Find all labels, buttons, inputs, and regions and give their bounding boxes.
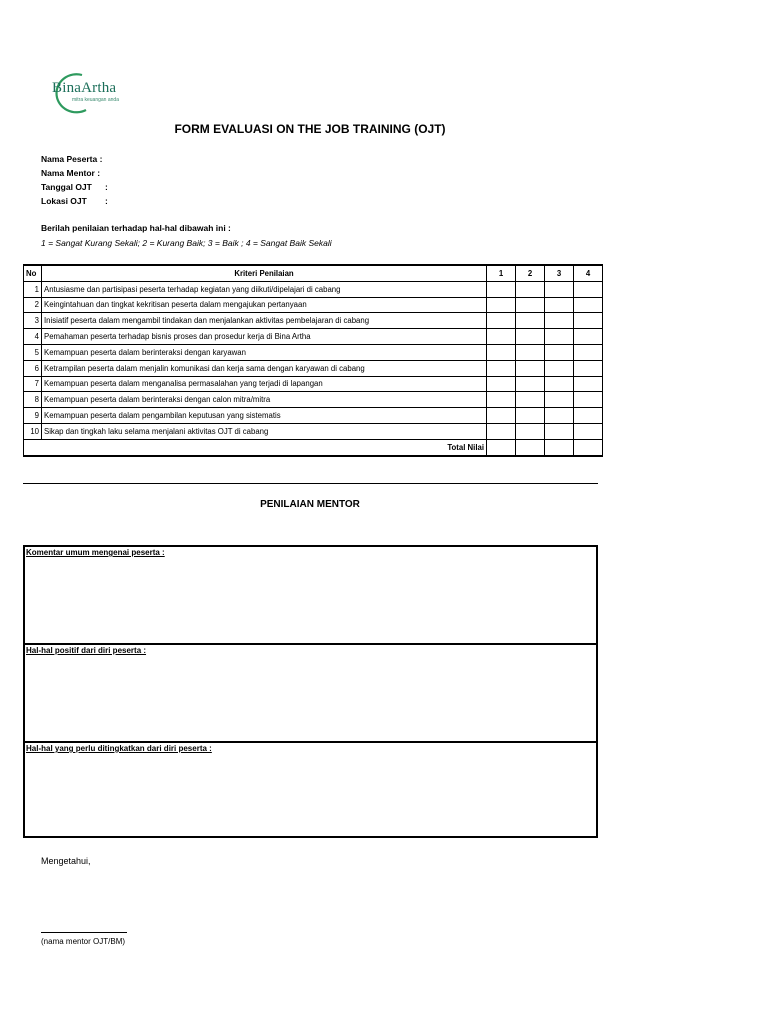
total-score-cell[interactable]	[516, 439, 545, 455]
score-cell[interactable]	[574, 297, 603, 313]
score-cell[interactable]	[545, 360, 574, 376]
score-cell[interactable]	[516, 408, 545, 424]
score-cell[interactable]	[574, 376, 603, 392]
score-cell[interactable]	[545, 313, 574, 329]
improvement-points-area[interactable]	[25, 743, 596, 836]
row-number: 2	[24, 297, 42, 313]
score-cell[interactable]	[574, 329, 603, 345]
total-score-cell[interactable]	[574, 439, 603, 455]
score-cell[interactable]	[574, 344, 603, 360]
field-label: Tanggal OJT	[41, 182, 92, 192]
total-score-cell[interactable]	[545, 439, 574, 455]
score-cell[interactable]	[545, 281, 574, 297]
row-number: 6	[24, 360, 42, 376]
score-cell[interactable]	[487, 423, 516, 439]
table-row	[24, 392, 603, 408]
score-cell[interactable]	[545, 297, 574, 313]
row-criteria: Pemahaman peserta terhadap bisnis proses dan prosedur kerja di Bina Artha	[42, 329, 487, 345]
row-number: 4	[24, 329, 42, 345]
row-number: 7	[24, 376, 42, 392]
score-cell[interactable]	[516, 281, 545, 297]
score-cell[interactable]	[487, 360, 516, 376]
positive-points-area[interactable]	[25, 645, 596, 743]
row-number: 9	[24, 408, 42, 424]
row-criteria: Kemampuan peserta dalam menganalisa permasalahan yang terjadi di lapangan	[42, 376, 487, 392]
score-cell[interactable]	[545, 392, 574, 408]
mentor-comment-box	[23, 545, 598, 838]
table-row	[24, 329, 603, 345]
field-label: Nama Peserta :	[41, 154, 103, 164]
score-cell[interactable]	[545, 423, 574, 439]
row-criteria: Inisiatif peserta dalam mengambil tindakan dan menjalankan aktivitas pembelajaran di cabang	[42, 313, 487, 329]
table-row	[24, 423, 603, 439]
header-score-2: 2	[516, 265, 545, 281]
table-header-row	[24, 265, 603, 281]
row-number: 10	[24, 423, 42, 439]
score-cell[interactable]	[574, 360, 603, 376]
score-cell[interactable]	[487, 376, 516, 392]
field-colon: :	[105, 182, 108, 192]
acknowledged-text: Mengetahui,	[41, 856, 91, 866]
score-cell[interactable]	[545, 344, 574, 360]
row-criteria: Ketrampilan peserta dalam menjalin komunikasi dan kerja sama dengan karyawan di cabang	[42, 360, 487, 376]
field-ojt-location[interactable]	[41, 196, 108, 206]
score-cell[interactable]	[487, 313, 516, 329]
row-criteria: Antusiasme dan partisipasi peserta terhadap kegiatan yang diikuti/dipelajari di cabang	[42, 281, 487, 297]
company-logo	[42, 70, 142, 115]
score-cell[interactable]	[487, 297, 516, 313]
total-label: Total Nilai	[24, 439, 487, 455]
total-row	[24, 439, 603, 455]
header-score-3: 3	[545, 265, 574, 281]
row-number: 5	[24, 344, 42, 360]
score-cell[interactable]	[574, 392, 603, 408]
score-cell[interactable]	[516, 423, 545, 439]
mentor-section-title: PENILAIAN MENTOR	[260, 499, 360, 510]
scale-legend: 1 = Sangat Kurang Sekali; 2 = Kurang Baik; 3 = Baik ; 4 = Sangat Baik Sekali	[41, 238, 332, 248]
row-number: 8	[24, 392, 42, 408]
score-cell[interactable]	[516, 344, 545, 360]
table-row	[24, 297, 603, 313]
score-cell[interactable]	[487, 344, 516, 360]
signature-label: (nama mentor OJT/BM)	[41, 937, 126, 946]
row-criteria: Sikap dan tingkah laku selama menjalani aktivitas OJT di cabang	[42, 423, 487, 439]
table-row	[24, 281, 603, 297]
header-no: No	[24, 265, 42, 281]
table-row	[24, 408, 603, 424]
logo-tagline: mitra keuangan anda	[72, 97, 119, 103]
general-comment-area[interactable]	[25, 547, 596, 645]
row-criteria: Kemampuan peserta dalam berinteraksi dengan karyawan	[42, 344, 487, 360]
field-participant-name[interactable]	[41, 154, 102, 164]
row-criteria: Keingintahuan dan tingkat kekritisan peserta dalam mengajukan pertanyaan	[42, 297, 487, 313]
score-cell[interactable]	[487, 408, 516, 424]
total-score-cell[interactable]	[487, 439, 516, 455]
row-number: 1	[24, 281, 42, 297]
score-cell[interactable]	[487, 329, 516, 345]
section-divider	[23, 483, 598, 484]
score-cell[interactable]	[516, 313, 545, 329]
score-cell[interactable]	[487, 281, 516, 297]
score-cell[interactable]	[545, 329, 574, 345]
score-cell[interactable]	[545, 376, 574, 392]
header-score-1: 1	[487, 265, 516, 281]
score-cell[interactable]	[574, 313, 603, 329]
table-row	[24, 376, 603, 392]
score-cell[interactable]	[574, 408, 603, 424]
table-row	[24, 360, 603, 376]
field-colon: :	[105, 196, 108, 206]
field-mentor-name[interactable]	[41, 168, 100, 178]
header-criteria: Kriteri Penilaian	[42, 265, 487, 281]
improvement-points-label: Hal-hal yang perlu ditingkatkan dari diri peserta :	[26, 744, 212, 753]
row-criteria: Kemampuan peserta dalam pengambilan keputusan yang sistematis	[42, 408, 487, 424]
field-ojt-date[interactable]	[41, 182, 108, 192]
score-cell[interactable]	[487, 392, 516, 408]
row-number: 3	[24, 313, 42, 329]
logo-name: BinaArtha	[52, 80, 117, 96]
row-criteria: Kemampuan peserta dalam berinteraksi dengan calon mitra/mitra	[42, 392, 487, 408]
signature-line[interactable]	[41, 932, 127, 933]
field-label: Lokasi OJT	[41, 196, 87, 206]
score-cell[interactable]	[516, 360, 545, 376]
score-cell[interactable]	[516, 297, 545, 313]
criteria-table	[23, 264, 603, 457]
table-row	[24, 313, 603, 329]
score-cell[interactable]	[516, 392, 545, 408]
score-cell[interactable]	[574, 281, 603, 297]
header-score-4: 4	[574, 265, 603, 281]
instruction-text: Berilah penilaian terhadap hal-hal dibawah ini :	[41, 223, 231, 233]
table-row	[24, 344, 603, 360]
score-cell[interactable]	[574, 423, 603, 439]
form-title: FORM EVALUASI ON THE JOB TRAINING (OJT)	[174, 122, 446, 136]
positive-points-label: Hal-hal positif dari diri peserta :	[26, 646, 147, 655]
score-cell[interactable]	[545, 408, 574, 424]
field-label: Nama Mentor :	[41, 168, 101, 178]
score-cell[interactable]	[516, 376, 545, 392]
score-cell[interactable]	[516, 329, 545, 345]
general-comment-label: Komentar umum mengenai peserta :	[26, 548, 165, 557]
